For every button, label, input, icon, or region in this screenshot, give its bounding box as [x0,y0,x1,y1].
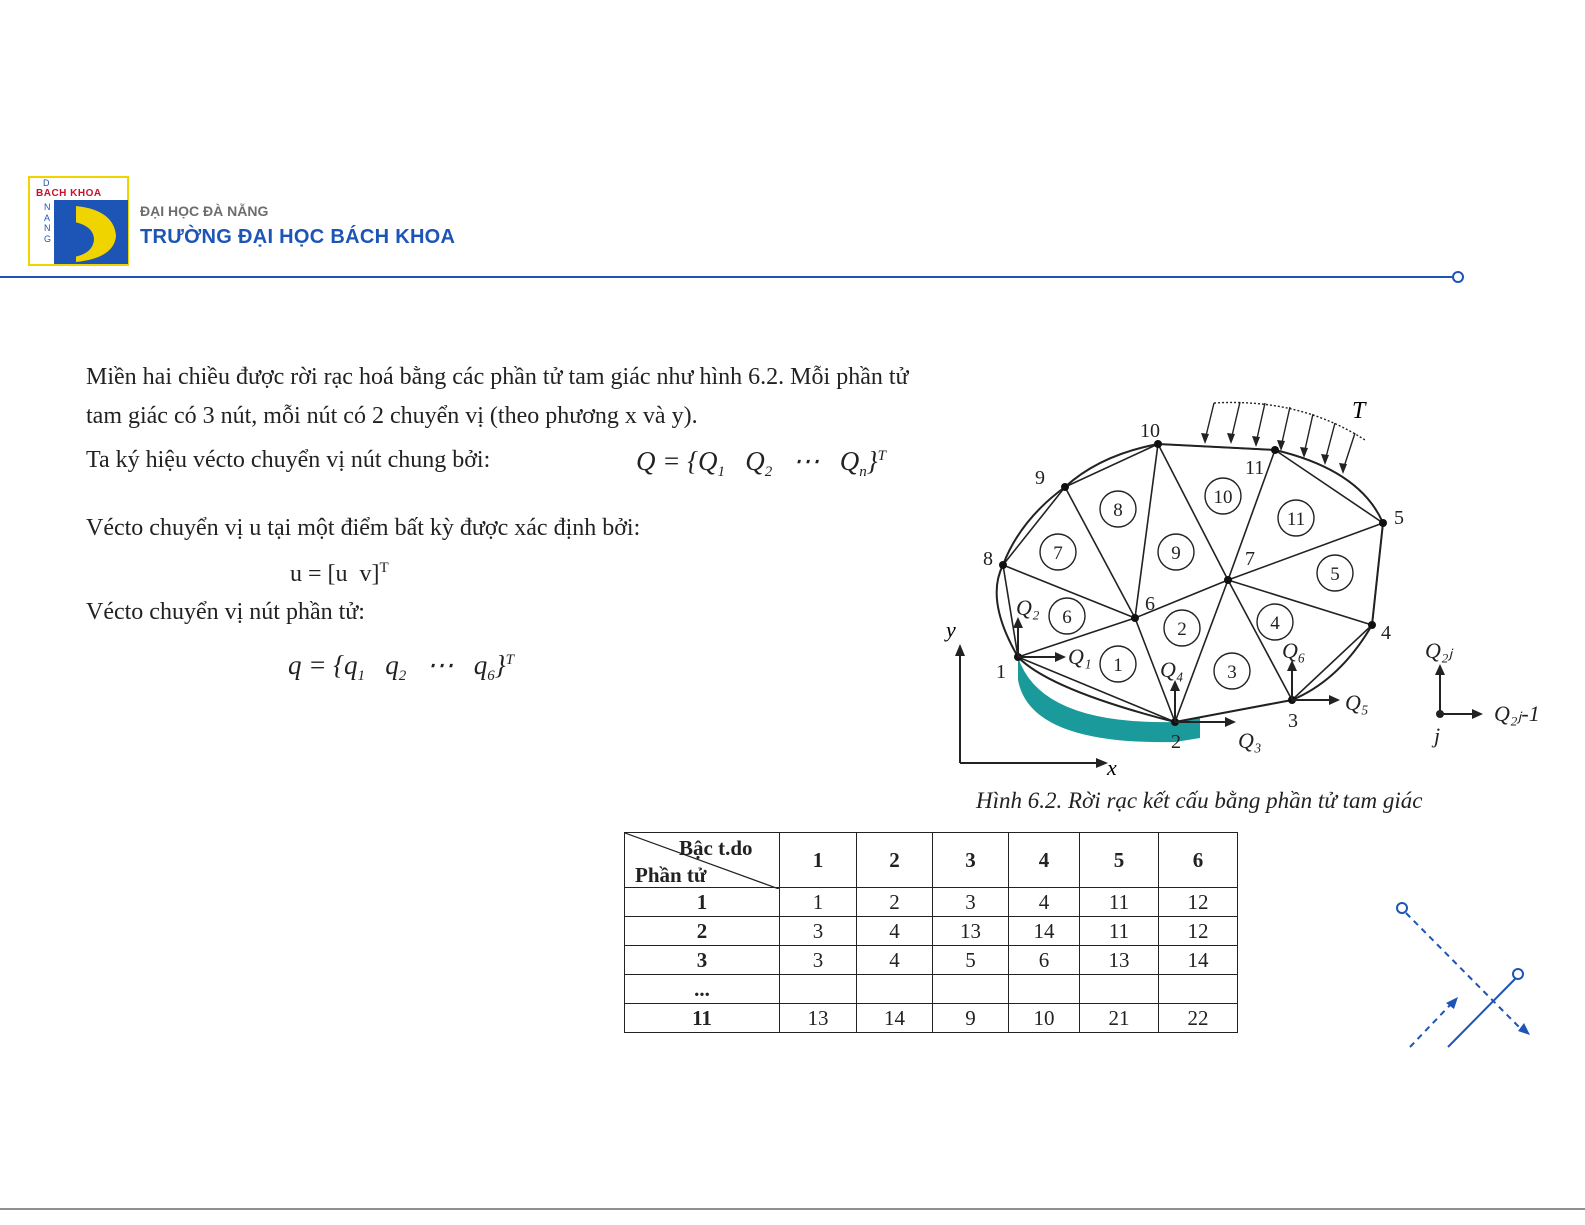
load-label: T [1352,398,1366,424]
element-label: 7 [1053,543,1063,564]
element-label: 11 [1286,509,1306,530]
legend-label: Q₂ⱼ [1425,638,1453,663]
table-cell: 1 [780,888,857,917]
element-label: 2 [1177,619,1187,640]
figure-caption: Hình 6.2. Rời rạc kết cấu bằng phần tử tam giác [976,788,1423,813]
logo-letter: G [44,233,52,244]
logo-brand: BACH KHOA [36,188,102,199]
element-label: 8 [1113,500,1123,521]
paragraph-line: Vécto chuyển vị nút phần tử: [86,599,365,625]
logo-top-letter: D [43,178,50,188]
column-header: 4 [1009,833,1080,888]
table-cell: 21 [1080,1004,1159,1033]
diagonal-header-cell [625,833,780,888]
table-header-row [625,833,1238,888]
column-header: 1 [780,833,857,888]
table-cell: 4 [1009,888,1080,917]
node-label: 11 [1245,457,1265,479]
table-cell [933,975,1009,1004]
table-cell: 4 [857,917,933,946]
paragraph-line: Vécto chuyển vị u tại một điểm bất kỳ được xác định bởi: [86,515,641,541]
header-top-label: Bậc t.do [679,836,753,860]
table-cell: 9 [933,1004,1009,1033]
triangle-mesh-figure [940,395,1560,780]
table-cell [1080,975,1159,1004]
node-label: 3 [1288,710,1298,732]
table-cell: 3 [933,888,1009,917]
table-cell: 2 [857,888,933,917]
paragraph-line: tam giác có 3 nút, mỗi nút có 2 chuyển vị (theo phương x và y). [86,403,698,429]
table-cell: 14 [857,1004,933,1033]
legend-node-label: j [1434,723,1441,748]
logo-letter: A [44,212,51,223]
dof-label: Q₁ [1068,644,1092,669]
dof-label: Q₃ [1238,728,1262,753]
table-cell: 10 [1009,1004,1080,1033]
element-label: 5 [1330,564,1340,585]
table-cell [780,975,857,1004]
row-header: 1 [625,888,780,917]
table-cell: 13 [780,1004,857,1033]
table-cell: 6 [1009,946,1080,975]
university-name: ĐẠI HỌC ĐÀ NẴNG [140,203,269,219]
table-cell: 14 [1159,946,1238,975]
y-axis-label: y [946,617,956,642]
dof-label: Q₆ [1282,638,1306,663]
element-label: 3 [1227,662,1237,683]
table-cell: 12 [1159,888,1238,917]
dof-label: Q₅ [1345,690,1369,715]
table-cell [857,975,933,1004]
x-axis-label: x [1107,755,1117,780]
column-header: 2 [857,833,933,888]
dof-label: Q₄ [1160,657,1184,682]
node-label: 7 [1245,548,1255,570]
table-cell: 4 [857,946,933,975]
element-displacement-formula: $q = \{q_1$ $q_2$ ⋯ $q_6\}^T$ [288,650,514,684]
logo-vertical-letters [44,202,54,244]
node-label: 10 [1140,420,1160,442]
footer-divider [0,1206,1585,1212]
table-row [625,1004,1238,1033]
column-header: 6 [1159,833,1238,888]
element-label: 1 [1113,655,1123,676]
legend-label: Q₂ⱼ-1 [1494,701,1540,726]
node-label: 6 [1145,593,1155,615]
table-row [625,946,1238,975]
decorative-corner-graphic [1390,895,1540,1055]
table-cell: 11 [1080,917,1159,946]
row-header: 3 [625,946,780,975]
table-cell: 3 [780,917,857,946]
table-cell: 14 [1009,917,1080,946]
paragraph-line: Miền hai chiều được rời rạc hoá bằng các phần tử tam giác như hình 6.2. Mỗi phần tử [86,364,909,390]
node-label: 4 [1381,622,1391,644]
logo-letter: N [44,223,51,233]
header-divider [0,270,1585,286]
column-header: 5 [1080,833,1159,888]
node-label: 8 [983,548,993,570]
table-row [625,917,1238,946]
row-header: 11 [625,1004,780,1033]
element-label: 4 [1270,613,1280,634]
element-label: 10 [1213,487,1233,508]
table-cell: 22 [1159,1004,1238,1033]
logo-d-shape [54,200,128,264]
table-row [625,888,1238,917]
university-logo [28,176,129,266]
global-displacement-formula: $Q = \{Q_1$ $Q_2$ ⋯ $Q_n\}^T$ [636,446,886,480]
row-header: 2 [625,917,780,946]
logo-letter: N [44,202,51,212]
table-cell: 11 [1080,888,1159,917]
dof-label: Q₂ [1016,595,1040,620]
dof-table [624,832,1238,1033]
point-displacement-formula: u = [u v]$^T$ [290,560,389,587]
paragraph-line: Ta ký hiệu vécto chuyển vị nút chung bởi: [86,447,491,473]
table-cell: 3 [780,946,857,975]
table-cell: 13 [1080,946,1159,975]
header-bottom-label: Phần tử [635,863,707,887]
element-label: 9 [1171,543,1181,564]
node-label: 1 [996,661,1006,683]
table-cell: 13 [933,917,1009,946]
table-cell [1009,975,1080,1004]
table-cell: 12 [1159,917,1238,946]
node-label: 5 [1394,507,1404,529]
node-label: 2 [1171,731,1181,753]
school-name: TRƯỜNG ĐẠI HỌC BÁCH KHOA [140,226,456,248]
table-row [625,975,1238,1004]
row-header: ... [625,975,780,1004]
element-label: 6 [1062,607,1072,628]
node-label: 9 [1035,467,1045,489]
table-cell [1159,975,1238,1004]
column-header: 3 [933,833,1009,888]
table-cell: 5 [933,946,1009,975]
